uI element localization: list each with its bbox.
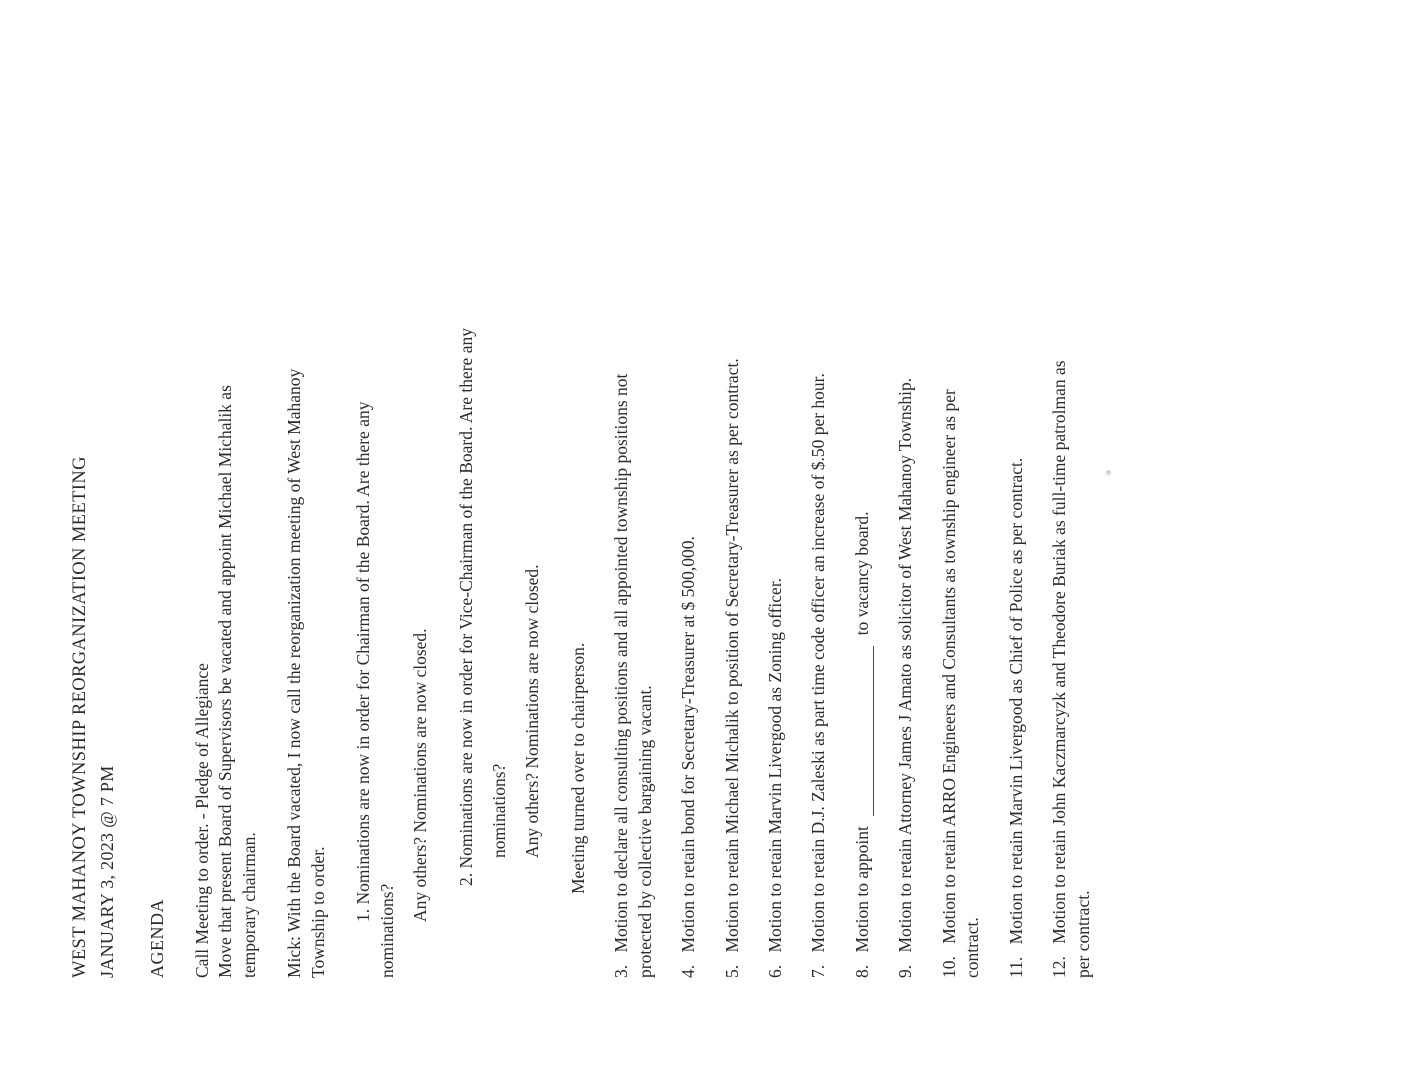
- motion-item-10-number: 10.: [938, 956, 959, 978]
- motion-item-4: [677, 84, 700, 978]
- motion-item-8-text-2: to vacancy board.: [851, 511, 872, 636]
- motion-item-7-line-1: [807, 84, 830, 978]
- motion-item-7: [807, 84, 830, 978]
- call-to-order-line-3: temporary chairman.: [238, 832, 259, 978]
- motion-item-8-text-1: Motion to appoint: [851, 826, 872, 953]
- motion-item-12-number: 12.: [1049, 956, 1070, 978]
- motion-item-8-line-1: [851, 84, 874, 978]
- nomination-item-2-line-2: nominations?: [488, 763, 509, 858]
- motion-item-5-number: 5.: [721, 964, 742, 978]
- motion-item-8: [851, 84, 874, 978]
- motion-item-10-text-1: Motion to retain ARRO Engineers and Consultants as township engineer as per: [938, 389, 959, 944]
- motion-item-11-text-1: Motion to retain Marvin Livergood as Chief of Police as per contract.: [1005, 457, 1026, 945]
- mick-statement-block: [283, 98, 330, 978]
- motion-item-5: [721, 84, 744, 978]
- motion-item-6-number: 6.: [765, 964, 785, 978]
- meeting-turnover-note: [567, 84, 590, 894]
- motion-item-11-line-1: [1005, 84, 1028, 978]
- nomination-item-2-line-3: Any others? Nominations are now closed.: [522, 564, 543, 858]
- motion-item-5-line-1: [721, 84, 744, 978]
- scan-artifact-speck: [1106, 470, 1111, 475]
- motion-item-3-number: 3.: [611, 964, 632, 978]
- motion-item-12: [1048, 84, 1095, 978]
- document-scan: [14, 14, 1394, 1074]
- nomination-item-1: [352, 84, 432, 978]
- motion-item-11-number: 11.: [1005, 956, 1026, 978]
- motion-item-9: [894, 84, 917, 978]
- motion-item-5-text-1: Motion to retain Michael Michalik to position of Secretary-Treasurer as per contract.: [721, 358, 742, 953]
- meeting-turnover-line: Meeting turned over to chairperson.: [567, 642, 588, 894]
- nomination-item-2-line-1: 2. Nominations are now in order for Vice-Chairman of the Board. Are there any: [455, 328, 476, 886]
- call-to-order-block: [191, 98, 261, 978]
- motion-item-12-line-2: per contract.: [1072, 890, 1093, 978]
- motion-item-6-line-1: [764, 84, 787, 978]
- motion-item-9-number: 9.: [895, 964, 916, 978]
- agenda-heading: AGENDA: [146, 899, 167, 978]
- motion-item-4-line-1: [677, 84, 700, 978]
- meeting-date: JANUARY 3, 2023 @ 7 PM: [96, 765, 117, 978]
- motion-item-4-text-1: Motion to retain bond for Secretary-Treasurer at $ 500,000.: [678, 536, 699, 953]
- page-title: WEST MAHANOY TOWNSHIP REORGANIZATION MEETING: [70, 456, 90, 978]
- motion-item-11: [1005, 84, 1028, 978]
- motion-item-10-line-2: contract.: [962, 917, 983, 978]
- nomination-item-2: [455, 84, 545, 886]
- motion-item-6: [764, 84, 787, 978]
- nomination-item-1-line-2: nominations?: [376, 883, 397, 978]
- motion-item-7-number: 7.: [808, 964, 829, 978]
- motion-item-8-number: 8.: [851, 964, 872, 978]
- motion-item-4-number: 4.: [678, 964, 699, 978]
- mick-statement-line-2: Township to order.: [307, 846, 328, 978]
- motion-item-12-text-1: Motion to retain John Kaczmarcyzk and Theodore Buriak as full-time patrolman as: [1049, 360, 1070, 944]
- call-to-order-line-2: Move that present Board of Supervisors be vacated and appoint Michael Michalik as: [215, 385, 236, 978]
- appointee-blank-field[interactable]: [857, 646, 875, 816]
- motion-item-10-line-1: [938, 84, 961, 978]
- motion-item-3: [610, 84, 657, 978]
- motion-item-9-line-1: [894, 84, 917, 978]
- motion-item-10: [938, 84, 985, 978]
- nomination-item-1-line-3: Any others? Nominations are now closed.: [410, 628, 431, 922]
- motion-item-3-text-1: Motion to declare all consulting positions and all appointed township positions not: [611, 373, 632, 953]
- motion-item-6-text-1: Motion to retain Marvin Livergood as Zoning officer.: [765, 577, 785, 953]
- nomination-item-1-line-1: 1. Nominations are now in order for Chairman of the Board. Are there any: [353, 401, 374, 922]
- motion-item-7-text-1: Motion to retain D.J. Zaleski as part time code officer an increase of $.50 per hour.: [808, 373, 829, 953]
- motion-item-12-line-1: [1048, 84, 1071, 978]
- motion-item-3-line-1: [610, 84, 633, 978]
- motion-item-3-line-2: protected by collective bargaining vacant.: [634, 685, 655, 978]
- call-to-order-line-1: Call Meeting to order. - Pledge of Allegiance: [192, 663, 212, 978]
- motion-item-9-text-1: Motion to retain Attorney James J Amato as solicitor of West Mahanoy Township.: [895, 377, 916, 953]
- mick-statement-line-1: Mick: With the Board vacated, I now call the reorganization meeting of West Mahanoy: [284, 368, 305, 978]
